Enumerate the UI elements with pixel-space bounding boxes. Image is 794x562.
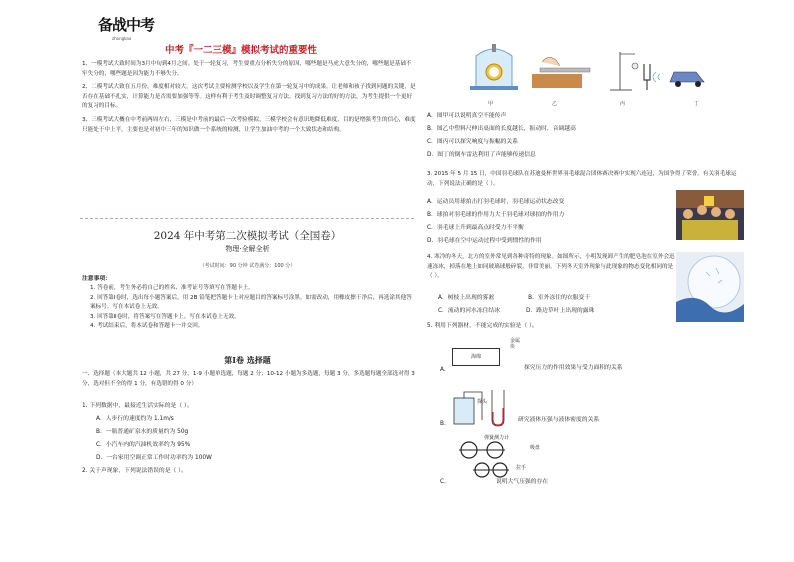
question-stem: 4. 寒冷的冬天，北方的室外常见到各种奇特的现象。如图所示，小明发现卸产生的肥皂泡在室外会迅速冻冰，掉落在地上如同玻璃球般碎裂，非常美丽。下列冬天室外现象与此现象的物态变化相同的是（ ）。 bbox=[427, 254, 675, 280]
question-stem: 2. 关于声现象，下列说法错误的是（ ）。 bbox=[82, 468, 187, 474]
option: A．运动员用球拍击打羽毛球时，羽毛球运动状态改变 bbox=[427, 199, 565, 205]
option: B．球拍对羽毛球的作用力大于羽毛球对球拍的作用力 bbox=[427, 212, 565, 218]
suction-cup-label: 吸盘 bbox=[530, 445, 541, 451]
intro-paragraph-3: 3、三模考试大概在中考前两周左右，三模是中考前的最后一次考验模拟。三模学校会有意识地降低难度，目的是增强考生的信心，难度只能处于中上平，主要也是对初中三年的知识做一个系统的检测，让学生加油中考的一个大致状态和结构。 bbox=[82, 116, 416, 133]
option-letter: A. bbox=[440, 367, 446, 373]
metal-block-label: 金属块 bbox=[510, 338, 521, 350]
option: D．羽毛球在空中运动过程中受到惯性的作用 bbox=[427, 238, 542, 244]
notice-item: 1. 答卷前，考生务必将自己的姓名、准考证号等填写在答题卡上。 bbox=[90, 285, 254, 291]
option-text: 研究液体压强与液体密度的关系 bbox=[518, 417, 600, 423]
tuning-fork-figure bbox=[610, 52, 650, 90]
option: D．一台家用空调正常工作时功率约为 100W bbox=[96, 455, 212, 461]
brand-logo-sub: zhongkao bbox=[112, 36, 132, 41]
question-stem: 3. 2015 年 5 月 15 日，中国羽毛球队在苏迪曼杯世界羽毛球混合团体赛决赛中实现六连冠，为国争得了荣誉。有关羽毛球运动，下列说法正确的是（ ）。 bbox=[427, 171, 737, 187]
ruler-figure bbox=[532, 57, 590, 88]
question-5 bbox=[427, 322, 727, 331]
banner-title: 中考『一二三模』模拟考试的重要性 bbox=[165, 45, 318, 56]
question-3 bbox=[427, 170, 742, 189]
option: C．羽毛球上升到最高点时受力不平衡 bbox=[427, 225, 524, 231]
section-intro: 一、选择题（本大题共 12 小题，共 27 分，1-9 小题单选题，每题 2 分；10-12 小题为多选题，每题 3 分，多选题每题全部选对得 3 分，选对但不全的得 1 分，有选错的得 0 分） bbox=[82, 371, 415, 387]
notice-block bbox=[82, 275, 416, 332]
option-text: 说明大气压强的存在 bbox=[496, 479, 549, 485]
bubble-photo bbox=[676, 252, 744, 322]
option: D．路边草叶上出现的露珠 bbox=[526, 308, 595, 314]
intro-paragraph-2: 2、二模考试大致在五月份，难度相对较大。这次考试主要检测学校以及学生在第一轮复习中的成果。让老师和孩子找到问题的关键，是否存在基础不扎实，计算能力是否需要加强等等。这样有利于考生及时调整复习方法，找到复习方法的好的方法，为考生提供一个更好的复习的目标。 bbox=[82, 84, 416, 110]
handle-label: 拉手 bbox=[516, 465, 527, 471]
option: C．小汽车内的汽油机效率约为 95% bbox=[96, 442, 191, 448]
option: B．一瓶普通矿泉水的质量约为 50g bbox=[96, 429, 189, 435]
pressure-gauge-figure bbox=[452, 386, 522, 430]
figure-label: 甲 bbox=[488, 101, 494, 107]
figure-label: 丙 bbox=[620, 101, 626, 107]
section-title: 第Ⅰ卷 选择题 bbox=[224, 355, 271, 365]
divider bbox=[80, 218, 414, 219]
exam-meta: （考试时间：90 分钟 试卷满分：100 分） bbox=[199, 263, 296, 269]
brand-logo: 备战中考 bbox=[98, 16, 155, 34]
question-1 bbox=[82, 402, 416, 476]
figure-label: 乙 bbox=[552, 101, 558, 107]
option-letter: B. bbox=[440, 421, 446, 427]
team-photo bbox=[676, 190, 744, 240]
intro-paragraph-1: 1、一模考试大致时间为3月中旬到4月之间。处于一轮复习，考生要重点分析失分的原因，哪些题是马虎大意失分的，哪些题是基础不牢失分的，哪些题是因为能力不够失分。 bbox=[82, 61, 412, 77]
figure-label: 丁 bbox=[694, 101, 700, 107]
option: A．树枝上出现的雾凇 bbox=[438, 295, 495, 301]
q4-options bbox=[438, 294, 678, 316]
notice-item: 4. 考试结束后，将本试卷和答题卡一并交回。 bbox=[90, 323, 204, 330]
option: A．图甲可以说明真空不能传声 bbox=[427, 113, 507, 119]
notice-item: 2. 回答第Ⅰ卷时，选出每小题答案后，用 2B 铅笔把答题卡上对应题目的答案标号涂黑。如需改动，用橡皮擦干净后，再选涂其他答案标号。写在本试卷上无效。 bbox=[90, 294, 412, 311]
bell-jar-figure bbox=[470, 44, 518, 90]
option: B．室外冻住的衣服变干 bbox=[528, 295, 591, 301]
exam-subtitle: 物理·全解全析 bbox=[225, 245, 270, 253]
car-figure bbox=[653, 72, 704, 87]
q3-options bbox=[427, 198, 677, 246]
option-letter: C. bbox=[440, 479, 446, 485]
option: C．流动的河水冻住结冰 bbox=[438, 308, 501, 314]
probe-label: 探头 bbox=[477, 399, 488, 405]
question-stem: 1. 下列数据中，最接近生活实际的是（ ）。 bbox=[82, 403, 193, 409]
question-4 bbox=[427, 253, 677, 282]
intro-block bbox=[82, 60, 416, 135]
question-stem: 5. 利用下列器材，不能完成的实验是（ ）。 bbox=[427, 323, 538, 329]
option: A．人步行的速度约为 1.1m/s bbox=[96, 416, 174, 422]
q2-figures bbox=[470, 42, 710, 100]
spring-scale-label: 弹簧测力计 bbox=[484, 435, 510, 441]
option: C．图丙可以探究响度与振幅的关系 bbox=[427, 139, 519, 145]
sponge-box: 海绵 bbox=[452, 348, 500, 366]
option: B．图乙中塑料尺伸出桌面的长度越长，振动时，音调越高 bbox=[427, 126, 576, 132]
q2-options bbox=[427, 112, 747, 160]
option-text: 探究压力的作用效果与受力面积的关系 bbox=[524, 365, 623, 371]
option: D．图丁的倒车雷达利用了声能够传递信息 bbox=[427, 152, 536, 158]
exam-title: 2024 年中考第二次模拟考试（全国卷） bbox=[153, 230, 342, 242]
notice-item: 3. 回答第Ⅱ卷时，将答案写在答题卡上。写在本试卷上无效。 bbox=[90, 313, 240, 320]
section-intro-block bbox=[82, 370, 416, 389]
notice-title: 注意事项： bbox=[82, 276, 111, 282]
